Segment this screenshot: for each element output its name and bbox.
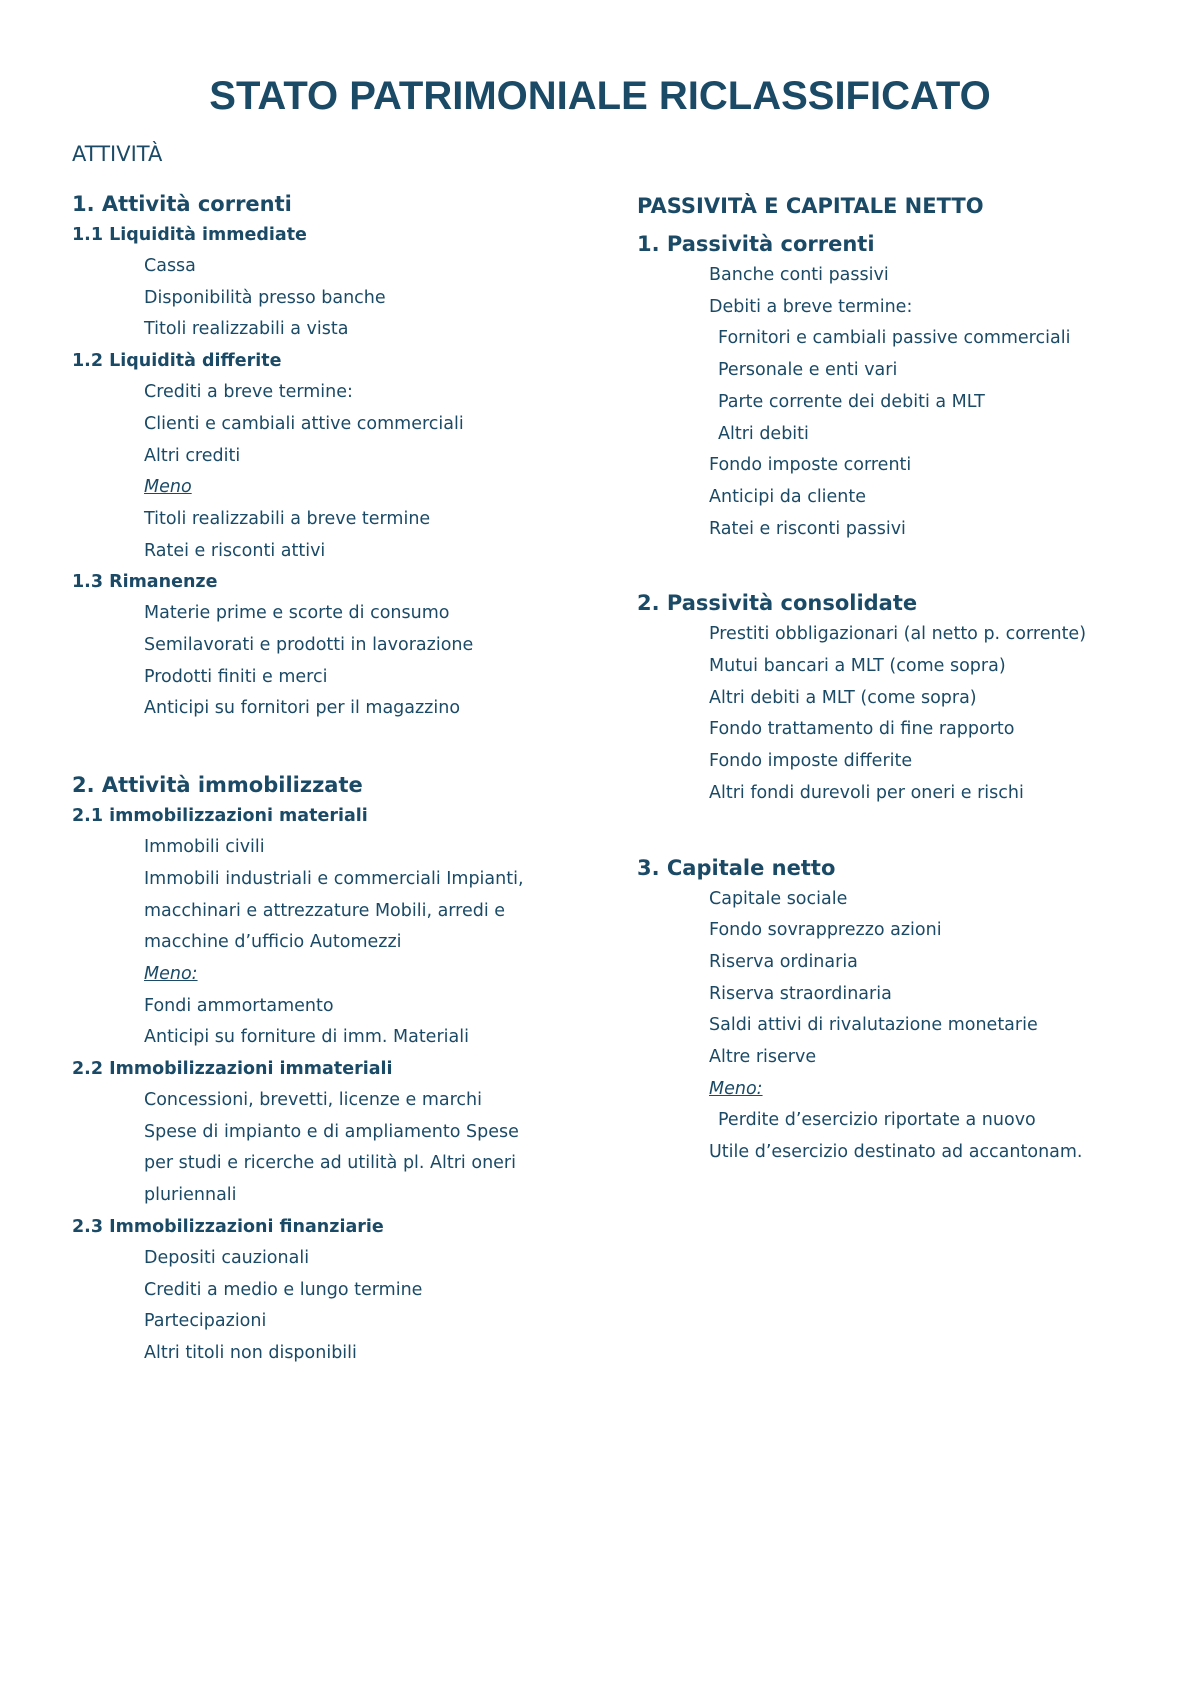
- subsection-title: 2.1 immobilizzazioni materiali: [72, 806, 368, 827]
- meno-label: Meno:: [709, 1078, 763, 1099]
- list-item: Altri debiti: [718, 423, 809, 444]
- list-item: Capitale sociale: [709, 888, 848, 909]
- list-item: Mutui bancari a MLT (come sopra): [709, 656, 1006, 677]
- list-item: Anticipi su forniture di imm. Materiali: [144, 1027, 469, 1048]
- list-item: Prestiti obbligazionari (al netto p. corrente): [709, 624, 1087, 645]
- page-title: STATO PATRIMONIALE RICLASSIFICATO: [209, 74, 991, 118]
- list-item: Anticipi da cliente: [709, 486, 867, 507]
- list-item: Titoli realizzabili a vista: [144, 319, 349, 340]
- list-item: Altri fondi durevoli per oneri e rischi: [709, 782, 1024, 803]
- section-title: 2. Attività immobilizzate: [72, 773, 363, 798]
- list-item: Banche conti passivi: [709, 265, 889, 285]
- list-item: Materie prime e scorte di consumo: [144, 603, 450, 624]
- list-item: Fondo imposte correnti: [709, 455, 912, 476]
- list-item: Clienti e cambiali attive commerciali: [144, 413, 464, 434]
- list-item: Crediti a medio e lungo termine: [144, 1279, 423, 1300]
- subsection-title: 1.1 Liquidità immediate: [72, 225, 307, 245]
- subsection-title: 1.2 Liquidità differite: [72, 351, 282, 372]
- list-item: Debiti a breve termine:: [709, 296, 913, 317]
- list-item: Spese di impianto e di ampliamento Spese: [144, 1121, 519, 1142]
- list-item: Altri titoli non disponibili: [144, 1342, 357, 1363]
- list-item: Cassa: [144, 256, 196, 276]
- passivita-heading: PASSIVITÀ E CAPITALE NETTO: [637, 194, 984, 218]
- list-item: Semilavorati e prodotti in lavorazione: [144, 635, 474, 656]
- list-item: Immobili civili: [144, 837, 265, 858]
- list-item: macchinari e attrezzature Mobili, arredi e: [144, 900, 506, 921]
- list-item: Concessioni, brevetti, licenze e marchi: [144, 1090, 483, 1111]
- attivita-heading: ATTIVITÀ: [72, 142, 163, 166]
- section-title: 1. Passività correnti: [637, 232, 875, 256]
- list-item: per studi e ricerche ad utilità pl. Altri oneri: [144, 1153, 516, 1174]
- list-item: Personale e enti vari: [718, 360, 898, 381]
- passivita-column: [637, 194, 1157, 1169]
- list-item: Parte corrente dei debiti a MLT: [718, 391, 985, 412]
- list-item: macchine d’ufficio Automezzi: [144, 932, 402, 953]
- list-item: Depositi cauzionali: [144, 1247, 310, 1268]
- list-item: Perdite d’esercizio riportate a nuovo: [718, 1110, 1036, 1131]
- list-item: Fondo trattamento di fine rapporto: [709, 719, 1015, 740]
- list-item: pluriennali: [144, 1185, 237, 1206]
- meno-label: Meno: [144, 477, 192, 498]
- list-item: Titoli realizzabili a breve termine: [144, 508, 431, 529]
- list-item: Altre riserve: [709, 1047, 817, 1068]
- list-item: Saldi attivi di rivalutazione monetarie: [709, 1015, 1038, 1036]
- list-item: Utile d’esercizio destinato ad accantonam.: [709, 1142, 1083, 1163]
- section-title: 2. Passività consolidate: [637, 591, 918, 616]
- attivita-column: [72, 142, 592, 1370]
- list-item: Ratei e risconti passivi: [709, 518, 906, 539]
- list-item: Crediti a breve termine:: [144, 382, 353, 403]
- list-item: Altri crediti: [144, 445, 241, 466]
- list-item: Disponibilità presso banche: [144, 287, 386, 308]
- subsection-title: 1.3 Rimanenze: [72, 572, 218, 593]
- list-item: Fondi ammortamento: [144, 995, 334, 1016]
- list-item: Prodotti finiti e merci: [144, 666, 328, 687]
- list-item: Ratei e risconti attivi: [144, 540, 326, 561]
- section-spacer: [637, 545, 1157, 573]
- subsection-title: 2.2 Immobilizzazioni immateriali: [72, 1059, 393, 1080]
- attivita-sections: [72, 192, 592, 1370]
- section-title: 3. Capitale netto: [637, 855, 836, 880]
- passivita-sections: [637, 232, 1157, 1169]
- section-title: 1. Attività correnti: [72, 192, 292, 216]
- section-spacer: [72, 725, 592, 753]
- list-item: Fondo imposte differite: [709, 751, 913, 772]
- list-item: Riserva straordinaria: [709, 983, 892, 1004]
- list-item: Fornitori e cambiali passive commerciali: [718, 328, 1071, 349]
- subsection-title: 2.3 Immobilizzazioni finanziarie: [72, 1216, 384, 1237]
- list-item: Riserva ordinaria: [709, 951, 858, 972]
- list-item: Immobili industriali e commerciali Impianti,: [144, 868, 524, 889]
- list-item: Fondo sovrapprezzo azioni: [709, 920, 942, 941]
- section-spacer: [637, 810, 1157, 838]
- list-item: Partecipazioni: [144, 1311, 267, 1332]
- list-item: Altri debiti a MLT (come sopra): [709, 687, 977, 708]
- list-item: Anticipi su fornitori per il magazzino: [144, 698, 461, 719]
- meno-label: Meno:: [144, 963, 198, 984]
